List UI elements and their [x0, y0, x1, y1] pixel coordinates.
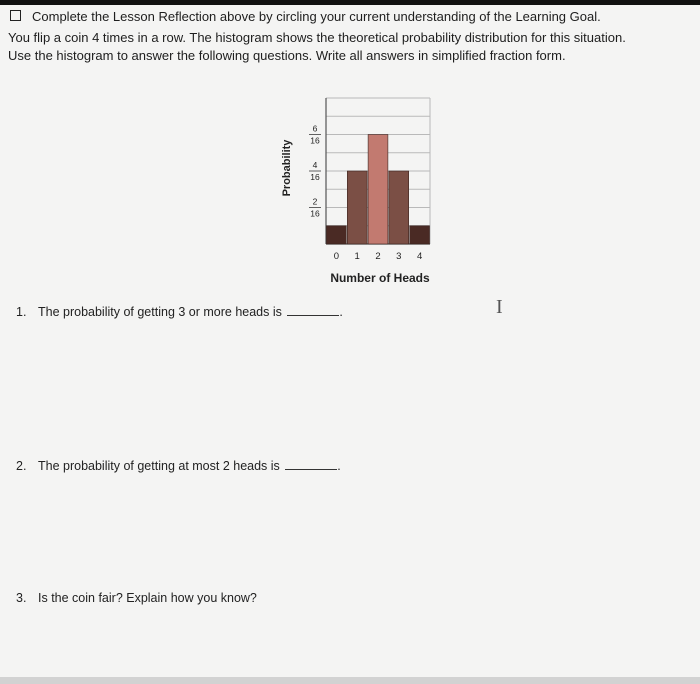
problem-directions: Use the histogram to answer the following questions. Write all answers in simplified fraction form. [8, 48, 566, 63]
histogram-bar [327, 226, 347, 244]
probability-histogram [270, 90, 450, 290]
y-tick-denominator: 16 [310, 208, 320, 219]
question-suffix: . [337, 459, 341, 473]
question-2 [16, 457, 341, 473]
x-tick-label: 2 [375, 251, 381, 262]
y-axis-title: Probability [281, 139, 293, 197]
histogram-bar [410, 226, 430, 244]
y-tick-numerator: 4 [312, 160, 318, 170]
y-tick-numerator: 6 [312, 123, 318, 134]
x-axis-title: Number of Heads [330, 271, 430, 285]
answer-blank-1[interactable] [287, 303, 339, 316]
question-number: 1. [16, 305, 27, 319]
question-3 [16, 591, 257, 605]
question-number: 2. [16, 459, 27, 473]
question-1 [16, 303, 343, 319]
x-tick-label: 3 [396, 251, 402, 262]
question-text: The probability of getting at most 2 heads is [38, 459, 280, 473]
y-tick-denominator: 16 [310, 135, 320, 146]
histogram-bar [347, 171, 367, 244]
reflection-instruction: Complete the Lesson Reflection above by circling your current understanding of the Learning Goal. [32, 9, 601, 24]
question-suffix: . [339, 305, 343, 319]
reflection-checkbox[interactable] [10, 10, 21, 21]
question-text: Is the coin fair? Explain how you know? [38, 591, 257, 605]
histogram-bar [389, 171, 409, 244]
x-tick-label: 0 [333, 251, 340, 262]
text-cursor-icon: I [496, 296, 503, 318]
x-tick-label: 4 [416, 251, 423, 262]
histogram-bar [368, 135, 388, 245]
x-tick-label: 1 [354, 251, 360, 262]
y-tick-numerator: 2 [312, 196, 318, 207]
top-edge-bar [0, 0, 700, 5]
problem-statement: You flip a coin 4 times in a row. The histogram shows the theoretical probability distribution for this situation. [8, 30, 626, 45]
answer-blank-2[interactable] [285, 457, 337, 470]
question-text: The probability of getting 3 or more heads is [38, 305, 282, 319]
bottom-edge-bar [0, 677, 700, 684]
question-number: 3. [16, 591, 27, 605]
y-tick-denominator: 16 [310, 172, 320, 182]
